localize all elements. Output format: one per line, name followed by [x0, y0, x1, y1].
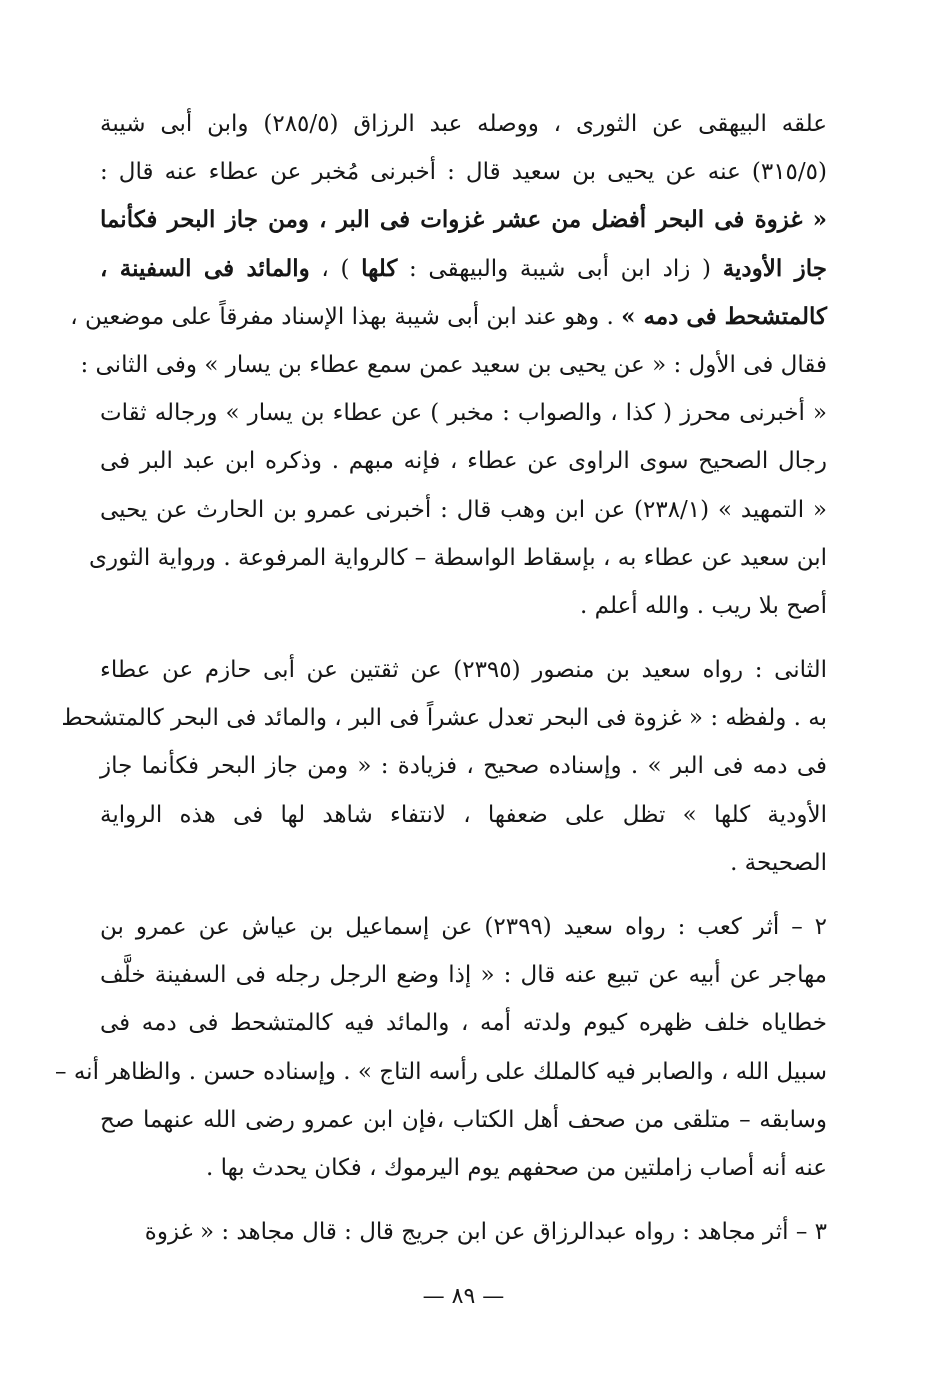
text-run: الأودية كلها » تظل على ضعفها ، لانتفاء شاهد لها فى هذه الرواية — [100, 801, 827, 828]
text-line — [100, 1096, 827, 1144]
text-run: (٣١٥/٥) عنه عن يحيى بن سعيد قال : أخبرنى مُخبر عن عطاء عنه قال : — [100, 159, 827, 186]
bold-text-run: كالمتشحط فى دمه » — [621, 302, 827, 330]
text-run: ٢ – أثر كعب : رواه سعيد (٢٣٩٩) عن إسماعيل بن عياش عن عمرو بن — [100, 914, 827, 940]
paragraph-3 — [55, 903, 827, 1192]
text-run: « أخبرنى محرز ( كذا ، والصواب : مخبر ) عن عطاء بن يسار » ورجاله ثقات — [100, 400, 827, 427]
page-body — [55, 100, 828, 1256]
text-line — [100, 437, 827, 485]
paragraph-1 — [70, 100, 828, 630]
text-run: وسابقه – متلقى من صحف أهل الكتاب ،فإن ابن عمرو رضى الله عنهما صح — [100, 1106, 827, 1133]
bold-text-run: والمائد فى السفينة ، — [100, 254, 310, 282]
text-run: « التمهيد » (٢٣٨/١) عن ابن وهب قال : أخبرنى عمرو بن الحارث عن يحيى — [100, 496, 827, 523]
text-line — [100, 148, 827, 196]
text-run: فقال فى الأول : « عن يحيى بن سعيد عمن سمع عطاء بن يسار » وفى الثانى : — [80, 351, 827, 378]
paragraph-2 — [61, 646, 827, 887]
text-run: ٣ – أثر مجاهد : رواه عبدالرزاق عن ابن جريج قال : قال مجاهد : « غزوة — [144, 1219, 827, 1246]
text-line — [88, 534, 827, 582]
text-run: خطاياه خلف ظهره كيوم ولدته أمه ، والمائد فيه كالمتشحط فى دمه فى — [100, 1010, 827, 1037]
text-run: ) ، — [309, 255, 362, 282]
text-line — [100, 100, 827, 148]
text-line — [100, 196, 827, 244]
text-line — [61, 694, 827, 742]
text-run: رجال الصحيح سوى الراوى عن عطاء ، فإنه مبهم . وذكره ابن عبد البر فى — [100, 448, 827, 475]
text-run: . وهو عند ابن أبى شيبة بهذا الإسناد مفرقاً على موضعين ، — [70, 303, 622, 330]
text-run: الثانى : رواه سعيد بن منصور (٢٣٩٥) عن ثقتين عن أبى حازم عن عطاء — [100, 657, 827, 684]
bold-text-run: كلها — [361, 254, 398, 282]
text-line — [100, 389, 827, 437]
bold-text-run: « غزوة فى البحر أفضل من عشر غزوات فى البر ، ومن جاز البحر فكأنما — [100, 206, 827, 234]
text-line — [80, 341, 827, 389]
text-line — [100, 486, 827, 534]
text-run: ابن سعيد عن عطاء به ، بإسقاط الواسطة – كالرواية المرفوعة . ورواية الثورى — [88, 544, 827, 571]
text-line — [100, 582, 827, 630]
text-line — [100, 903, 827, 951]
paragraph-4 — [100, 1208, 827, 1256]
text-run: مهاجر عن أبيه عن تبيع عنه قال : « إذا وضع الرجل رجله فى السفينة خلَّف — [100, 962, 827, 989]
text-run: به . ولفظه : « غزوة فى البحر تعدل عشراً فى البر ، والمائد فى البحر كالمتشحط — [61, 705, 827, 732]
text-line — [100, 1144, 827, 1192]
text-run: علقه البيهقى عن الثورى ، ووصله عبد الرزاق (٢٨٥/٥) وابن أبى شيبة — [100, 111, 828, 137]
bold-text-run: جاز الأودية — [722, 254, 827, 282]
text-line — [70, 293, 827, 341]
text-line — [55, 1048, 827, 1096]
text-run: ( زاد ابن أبى شيبة والبيهقى : — [397, 255, 723, 282]
text-line — [100, 742, 827, 790]
text-line — [100, 839, 827, 887]
text-run: أصح بلا ريب . والله أعلم . — [580, 592, 827, 619]
page-number: — ٨٩ — — [422, 1284, 505, 1309]
text-run: عنه أنه أصاب زاملتين من صحفهم يوم اليرموك ، فكان يحدث بها . — [205, 1154, 827, 1181]
text-line — [100, 245, 827, 293]
text-line — [100, 646, 827, 694]
text-run: الصحيحة . — [730, 849, 827, 876]
text-line — [100, 791, 827, 839]
text-run: فى دمه فى البر » . وإسناده صحيح ، فزيادة : « ومن جاز البحر فكأنما جاز — [100, 753, 827, 780]
text-run: سبيل الله ، والصابر فيه كالملك على رأسه التاج » . وإسناده حسن . والظاهر أنه – — [55, 1058, 827, 1085]
text-line — [100, 999, 827, 1047]
text-line — [100, 1208, 827, 1256]
text-line — [100, 951, 827, 999]
